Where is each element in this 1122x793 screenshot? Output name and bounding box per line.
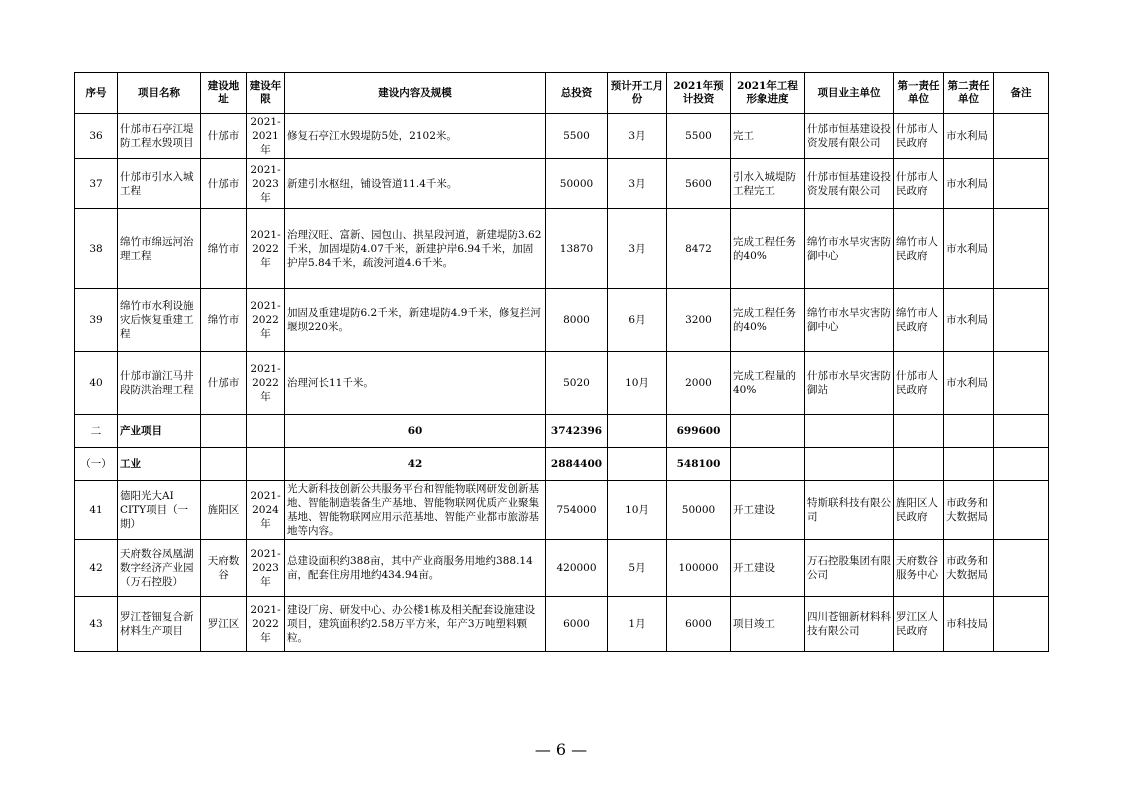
table-row	[75, 481, 1049, 540]
cell-month: 3月	[608, 209, 667, 289]
cell-name: 天府数谷凤凰湖数字经济产业园（万石控股）	[118, 540, 201, 597]
page-number: — 6 —	[534, 740, 588, 759]
table-row	[75, 114, 1049, 159]
cell-no: 43	[75, 597, 118, 652]
empty-cell	[944, 415, 994, 448]
cell-no: 37	[75, 159, 118, 209]
project-table	[74, 72, 1049, 652]
cell-content: 治理汉旺、富新、园包山、拱星段河道，新建堤防3.62千米，加固堤防4.07千米，新建护岸6.94千米，加固护岸5.84千米，疏浚河道4.6千米。	[285, 209, 546, 289]
cell-addr: 什邡市	[201, 114, 247, 159]
section-count: 60	[285, 415, 546, 448]
cell-years: 2021-2023年	[247, 540, 285, 597]
empty-cell	[894, 415, 944, 448]
table-row	[75, 209, 1049, 289]
cell-total: 5500	[546, 114, 608, 159]
cell-owner: 绵竹市水旱灾害防御中心	[805, 289, 894, 352]
cell-progress: 开工建设	[731, 540, 805, 597]
cell-name: 绵竹市水利设施灾后恢复重建工程	[118, 289, 201, 352]
cell-resp1: 天府数谷服务中心	[894, 540, 944, 597]
cell-no: 39	[75, 289, 118, 352]
cell-month: 3月	[608, 114, 667, 159]
cell-progress: 开工建设	[731, 481, 805, 540]
cell-month: 5月	[608, 540, 667, 597]
empty-cell	[247, 448, 285, 481]
cell-month: 10月	[608, 481, 667, 540]
cell-total: 5020	[546, 352, 608, 415]
section-title: 工业	[118, 448, 201, 481]
cell-content: 治理河长11千米。	[285, 352, 546, 415]
cell-resp2: 市科技局	[944, 597, 994, 652]
empty-cell	[894, 448, 944, 481]
cell-content: 修复石亭江水毁堤防5处，2102米。	[285, 114, 546, 159]
cell-progress: 完成工程任务的40%	[731, 209, 805, 289]
cell-owner: 万石控股集团有限公司	[805, 540, 894, 597]
cell-invest2021: 2000	[667, 352, 731, 415]
cell-years: 2021-2023年	[247, 159, 285, 209]
header-month: 预计开工月份	[608, 73, 667, 114]
header-progress: 2021年工程形象进度	[731, 73, 805, 114]
cell-note	[994, 159, 1049, 209]
empty-cell	[731, 415, 805, 448]
cell-no: 41	[75, 481, 118, 540]
section-total: 2884400	[546, 448, 608, 481]
cell-content: 新建引水枢纽，铺设管道11.4千米。	[285, 159, 546, 209]
empty-cell	[994, 448, 1049, 481]
cell-owner: 特斯联科技有限公司	[805, 481, 894, 540]
cell-month: 10月	[608, 352, 667, 415]
cell-invest2021: 3200	[667, 289, 731, 352]
cell-resp1: 罗江区人民政府	[894, 597, 944, 652]
empty-cell	[247, 415, 285, 448]
cell-total: 754000	[546, 481, 608, 540]
cell-years: 2021-2022年	[247, 209, 285, 289]
cell-progress: 完工	[731, 114, 805, 159]
cell-note	[994, 289, 1049, 352]
cell-years: 2021-2022年	[247, 289, 285, 352]
cell-years: 2021-2022年	[247, 597, 285, 652]
cell-month: 3月	[608, 159, 667, 209]
header-content: 建设内容及规模	[285, 73, 546, 114]
empty-cell	[805, 415, 894, 448]
cell-name: 绵竹市绵远河治理工程	[118, 209, 201, 289]
cell-name: 罗江苍钿复合新材料生产项目	[118, 597, 201, 652]
header-invest2021: 2021年预计投资	[667, 73, 731, 114]
header-resp2: 第二责任单位	[944, 73, 994, 114]
empty-cell	[994, 415, 1049, 448]
cell-owner: 绵竹市水旱灾害防御中心	[805, 209, 894, 289]
cell-resp2: 市政务和大数据局	[944, 540, 994, 597]
cell-addr: 旌阳区	[201, 481, 247, 540]
cell-owner: 什邡市恒基建设投资发展有限公司	[805, 114, 894, 159]
empty-cell	[731, 448, 805, 481]
table-row	[75, 540, 1049, 597]
cell-name: 什邡市石亭江堤防工程水毁项目	[118, 114, 201, 159]
section-no: 二	[75, 415, 118, 448]
cell-total: 13870	[546, 209, 608, 289]
table-row	[75, 597, 1049, 652]
cell-content: 加固及重建堤防6.2千米，新建堤防4.9千米，修复拦河堰坝220米。	[285, 289, 546, 352]
cell-resp2: 市水利局	[944, 289, 994, 352]
cell-month: 1月	[608, 597, 667, 652]
section-no: （一）	[75, 448, 118, 481]
cell-resp2: 市水利局	[944, 114, 994, 159]
section-row-industrial	[75, 448, 1049, 481]
cell-total: 50000	[546, 159, 608, 209]
section-invest2021: 548100	[667, 448, 731, 481]
header-addr: 建设地址	[201, 73, 247, 114]
cell-addr: 什邡市	[201, 159, 247, 209]
cell-owner: 四川苍钿新材料科技有限公司	[805, 597, 894, 652]
cell-no: 40	[75, 352, 118, 415]
cell-name: 德阳光大AI CITY项目（一期）	[118, 481, 201, 540]
cell-resp1: 什邡市人民政府	[894, 159, 944, 209]
empty-cell	[608, 448, 667, 481]
section-row-industry	[75, 415, 1049, 448]
header-total: 总投资	[546, 73, 608, 114]
header-owner: 项目业主单位	[805, 73, 894, 114]
cell-note	[994, 209, 1049, 289]
cell-total: 420000	[546, 540, 608, 597]
cell-no: 36	[75, 114, 118, 159]
section-count: 42	[285, 448, 546, 481]
cell-resp2: 市水利局	[944, 159, 994, 209]
cell-content: 建设厂房、研发中心、办公楼1栋及相关配套设施建设项目，建筑面积约2.58万平方米，年产3万吨塑料颗粒。	[285, 597, 546, 652]
cell-resp1: 什邡市人民政府	[894, 352, 944, 415]
cell-invest2021: 100000	[667, 540, 731, 597]
cell-resp2: 市水利局	[944, 352, 994, 415]
cell-month: 6月	[608, 289, 667, 352]
cell-years: 2021-2021年	[247, 114, 285, 159]
table-row	[75, 159, 1049, 209]
cell-years: 2021-2024年	[247, 481, 285, 540]
cell-resp2: 市政务和大数据局	[944, 481, 994, 540]
cell-years: 2021-2022年	[247, 352, 285, 415]
cell-resp2: 市水利局	[944, 209, 994, 289]
cell-note	[994, 481, 1049, 540]
cell-name: 什邡市引水入城工程	[118, 159, 201, 209]
cell-owner: 什邡市水旱灾害防御站	[805, 352, 894, 415]
cell-total: 6000	[546, 597, 608, 652]
cell-name: 什邡市湔江马井段防洪治理工程	[118, 352, 201, 415]
section-invest2021: 699600	[667, 415, 731, 448]
cell-invest2021: 6000	[667, 597, 731, 652]
cell-resp1: 什邡市人民政府	[894, 114, 944, 159]
header-years: 建设年限	[247, 73, 285, 114]
header-row	[75, 73, 1049, 114]
empty-cell	[608, 415, 667, 448]
section-title: 产业项目	[118, 415, 201, 448]
cell-invest2021: 50000	[667, 481, 731, 540]
header-name: 项目名称	[118, 73, 201, 114]
cell-invest2021: 5500	[667, 114, 731, 159]
empty-cell	[805, 448, 894, 481]
table-row	[75, 352, 1049, 415]
cell-content: 总建设面积约388亩，其中产业商服务用地约388.14亩，配套住房用地约434.94亩。	[285, 540, 546, 597]
cell-no: 38	[75, 209, 118, 289]
header-resp1: 第一责任单位	[894, 73, 944, 114]
cell-content: 光大新科技创新公共服务平台和智能物联网研发创新基地、智能制造装备生产基地、智能物联网优质产业聚集基地、智能物联网应用示范基地、智能产业都市旅游基地等内容。	[285, 481, 546, 540]
cell-progress: 完成工程任务的40%	[731, 289, 805, 352]
cell-addr: 天府数谷	[201, 540, 247, 597]
cell-total: 8000	[546, 289, 608, 352]
cell-resp1: 绵竹市人民政府	[894, 209, 944, 289]
cell-addr: 绵竹市	[201, 209, 247, 289]
cell-resp1: 旌阳区人民政府	[894, 481, 944, 540]
cell-addr: 罗江区	[201, 597, 247, 652]
table-row	[75, 289, 1049, 352]
cell-no: 42	[75, 540, 118, 597]
cell-note	[994, 540, 1049, 597]
cell-invest2021: 8472	[667, 209, 731, 289]
cell-progress: 完成工程量的40%	[731, 352, 805, 415]
cell-addr: 绵竹市	[201, 289, 247, 352]
header-no: 序号	[75, 73, 118, 114]
cell-progress: 项目竣工	[731, 597, 805, 652]
header-note: 备注	[994, 73, 1049, 114]
cell-progress: 引水入城堤防工程完工	[731, 159, 805, 209]
section-total: 3742396	[546, 415, 608, 448]
cell-resp1: 绵竹市人民政府	[894, 289, 944, 352]
cell-note	[994, 352, 1049, 415]
empty-cell	[201, 448, 247, 481]
cell-note	[994, 114, 1049, 159]
empty-cell	[944, 448, 994, 481]
cell-owner: 什邡市恒基建设投资发展有限公司	[805, 159, 894, 209]
empty-cell	[201, 415, 247, 448]
cell-invest2021: 5600	[667, 159, 731, 209]
cell-addr: 什邡市	[201, 352, 247, 415]
cell-note	[994, 597, 1049, 652]
